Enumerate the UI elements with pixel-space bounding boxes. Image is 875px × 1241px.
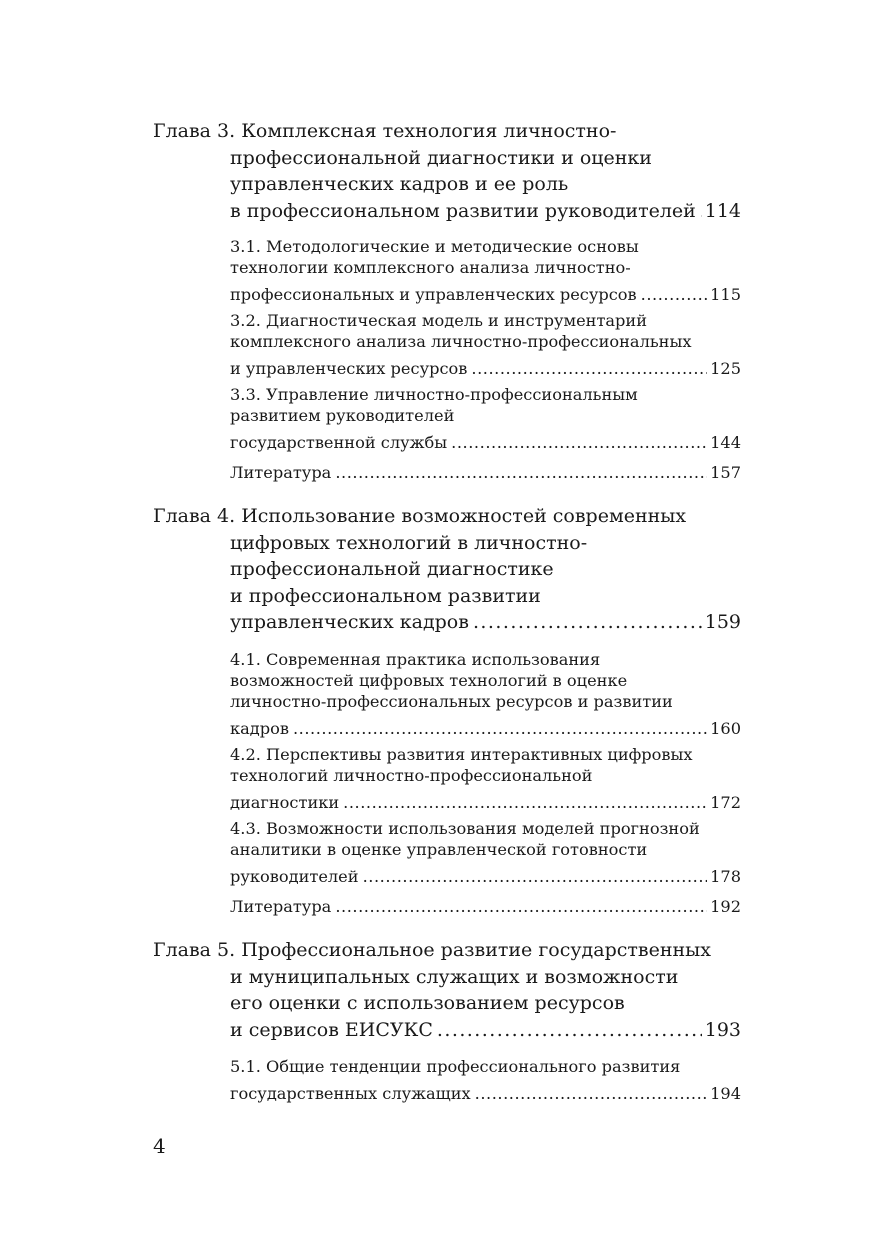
toc-section-5-1[interactable] bbox=[230, 1056, 741, 1104]
section-title-line: 4.3. Возможности использования моделей прогнозной bbox=[230, 819, 700, 838]
section-title-last-line bbox=[230, 358, 741, 379]
section-title-line: руководителей bbox=[230, 867, 359, 886]
chapter-title-line: цифровых технологий в личностно- bbox=[230, 531, 588, 554]
chapter-title-last-line bbox=[153, 1017, 741, 1044]
literature-label: Литература bbox=[230, 463, 332, 482]
dot-leader bbox=[335, 896, 707, 917]
section-title-line: 4.1. Современная практика использования bbox=[230, 650, 601, 669]
section-title-line: диагностики bbox=[230, 793, 340, 812]
section-title-line: 4.2. Перспективы развития интерактивных цифровых bbox=[230, 745, 693, 764]
page-number: 4 bbox=[153, 1134, 166, 1158]
literature-page-number: 157 bbox=[710, 463, 741, 482]
dot-leader bbox=[437, 1017, 702, 1044]
section-page-number: 160 bbox=[710, 719, 741, 738]
section-page-number: 115 bbox=[710, 285, 741, 304]
section-title-line: кадров bbox=[230, 719, 289, 738]
section-title-last-line bbox=[230, 792, 741, 813]
section-page-number: 194 bbox=[710, 1084, 741, 1103]
chapter-page-number: 114 bbox=[704, 199, 741, 222]
toc-section-3-2[interactable] bbox=[230, 310, 741, 379]
dot-leader bbox=[293, 718, 707, 739]
section-title-line: развитием руководителей bbox=[230, 406, 455, 425]
chapter-title-last-line bbox=[153, 609, 741, 636]
chapter-title-last-line bbox=[153, 198, 741, 225]
section-title-line: аналитики в оценке управленческой готовности bbox=[230, 840, 648, 859]
chapter-page-number: 159 bbox=[704, 611, 741, 633]
toc-section-4-3[interactable] bbox=[230, 818, 741, 887]
chapter-title-line: и профессиональном развитии bbox=[230, 584, 541, 607]
literature-label: Литература bbox=[230, 897, 332, 916]
section-title-line: технологий личностно-профессиональной bbox=[230, 766, 593, 785]
section-title-line: профессиональных и управленческих ресурсов bbox=[230, 285, 637, 304]
chapter-title-line: в профессиональном развитии руководителей bbox=[230, 199, 696, 222]
chapter-title-line: Глава 3. Комплексная технология личностно- bbox=[153, 120, 617, 142]
chapter-title-line: профессиональной диагностике bbox=[230, 558, 554, 580]
literature-line bbox=[230, 896, 741, 917]
section-page-number: 172 bbox=[710, 793, 741, 812]
section-title-last-line bbox=[230, 1083, 741, 1104]
section-title-line: технологии комплексного анализа личностно- bbox=[230, 258, 631, 277]
toc-literature-3[interactable] bbox=[230, 462, 741, 483]
dot-leader bbox=[471, 358, 707, 379]
dot-leader bbox=[700, 198, 702, 225]
toc-chapter-4[interactable] bbox=[153, 503, 741, 636]
section-title-line: комплексного анализа личностно-профессиональных bbox=[230, 332, 692, 351]
toc-section-3-1[interactable] bbox=[230, 236, 741, 305]
chapter-title-line: и сервисов ЕИСУКС bbox=[230, 1018, 433, 1041]
section-title-line: и управленческих ресурсов bbox=[230, 359, 468, 378]
literature-page-number: 192 bbox=[710, 897, 741, 916]
chapter-title-line: Глава 5. Профессиональное развитие государственных bbox=[153, 939, 712, 961]
section-title-line: 3.1. Методологические и методические основы bbox=[230, 237, 639, 256]
literature-line bbox=[230, 462, 741, 483]
section-title-last-line bbox=[230, 866, 741, 887]
section-title-line: 5.1. Общие тенденции профессионального развития bbox=[230, 1057, 681, 1076]
toc-chapter-5[interactable] bbox=[153, 937, 741, 1043]
dot-leader bbox=[473, 609, 702, 636]
toc-chapter-3[interactable] bbox=[153, 118, 741, 224]
section-title-line: возможностей цифровых технологий в оценке bbox=[230, 671, 628, 690]
section-title-line: 3.3. Управление личностно-профессиональным bbox=[230, 385, 638, 404]
section-title-line: личностно-профессиональных ресурсов и развитии bbox=[230, 692, 673, 711]
chapter-title-line: Глава 4. Использование возможностей современных bbox=[153, 505, 687, 527]
chapter-title-line: его оценки с использованием ресурсов bbox=[230, 992, 625, 1014]
dot-leader bbox=[363, 866, 708, 887]
dot-leader bbox=[641, 284, 707, 305]
section-title-line: государственных служащих bbox=[230, 1084, 471, 1103]
section-title-line: 3.2. Диагностическая модель и инструментарий bbox=[230, 311, 647, 330]
chapter-page-number: 193 bbox=[704, 1018, 741, 1041]
dot-leader bbox=[335, 462, 707, 483]
section-title-line: государственной службы bbox=[230, 433, 448, 452]
section-page-number: 125 bbox=[710, 359, 741, 378]
chapter-title-line: и муниципальных служащих и возможности bbox=[230, 965, 679, 988]
dot-leader bbox=[475, 1083, 707, 1104]
toc-section-4-1[interactable] bbox=[230, 649, 741, 739]
chapter-title-line: профессиональной диагностики и оценки bbox=[230, 146, 652, 169]
section-page-number: 178 bbox=[710, 867, 741, 886]
dot-leader bbox=[343, 792, 707, 813]
toc-section-3-3[interactable] bbox=[230, 384, 741, 453]
section-page-number: 144 bbox=[710, 433, 741, 452]
toc-literature-4[interactable] bbox=[230, 896, 741, 917]
section-title-last-line bbox=[230, 284, 741, 305]
section-title-last-line bbox=[230, 432, 741, 453]
dot-leader bbox=[451, 432, 707, 453]
toc-section-4-2[interactable] bbox=[230, 744, 741, 813]
chapter-title-line: управленческих кадров bbox=[230, 611, 469, 633]
section-title-last-line bbox=[230, 718, 741, 739]
chapter-title-line: управленческих кадров и ее роль bbox=[230, 173, 569, 195]
